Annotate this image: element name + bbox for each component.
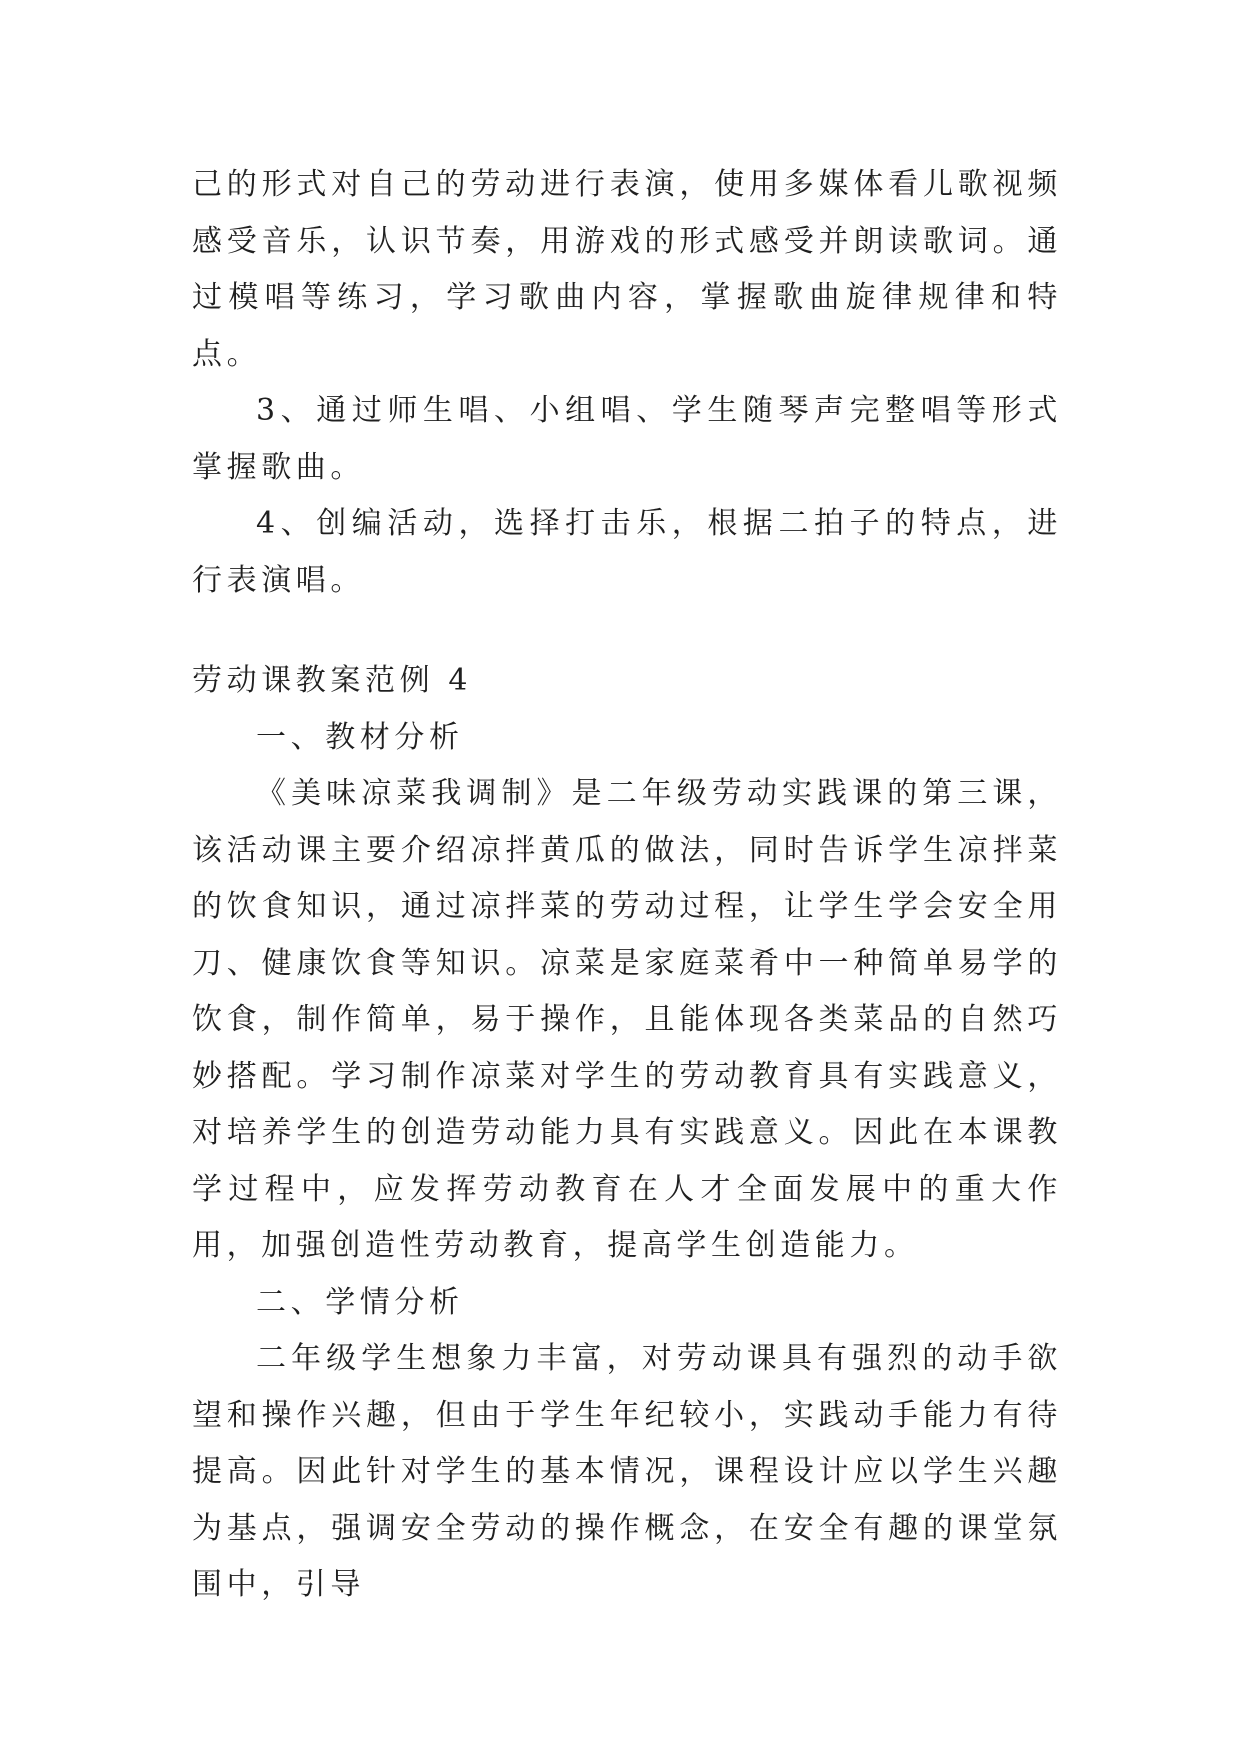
section-title: 劳动课教案范例 4 [192, 663, 473, 698]
section-gap [192, 609, 1062, 653]
paragraph-step-3: 3、通过师生唱、小组唱、学生随琴声完整唱等形式掌握歌曲。 [192, 393, 1062, 485]
paragraph-continuation: 己的形式对自己的劳动进行表演，使用多媒体看儿歌视频感受音乐，认识节奏，用游戏的形式感受并朗读歌词。通过模唱等练习，学习歌曲内容，掌握歌曲旋律规律和特点。 [192, 167, 1062, 372]
paragraph-step-4: 4、创编活动，选择打击乐，根据二拍子的特点，进行表演唱。 [192, 506, 1062, 598]
heading-textbook-analysis: 一、教材分析 [256, 719, 464, 755]
heading-student-analysis: 二、学情分析 [256, 1284, 464, 1320]
paragraph-student-analysis: 二年级学生想象力丰富，对劳动课具有强烈的动手欲望和操作兴趣，但由于学生年纪较小，实践动手能力有待提高。因此针对学生的基本情况，课程设计应以学生兴趣为基点，强调安全劳动的操作概念，在安全有趣的课堂氛围中，引导 [192, 1341, 1062, 1602]
document-body [192, 157, 1062, 1614]
paragraph-textbook-analysis: 《美味凉菜我调制》是二年级劳动实践课的第三课，该活动课主要介绍凉拌黄瓜的做法，同时告诉学生凉拌菜的饮食知识，通过凉拌菜的劳动过程，让学生学会安全用刀、健康饮食等知识。凉菜是家庭菜肴中一种简单易学的饮食，制作简单，易于操作，且能体现各类菜品的自然巧妙搭配。学习制作凉菜对学生的劳动教育具有实践意义，对培养学生的创造劳动能力具有实践意义。因此在本课教学过程中，应发挥劳动教育在人才全面发展中的重大作用，加强创造性劳动教育，提高学生创造能力。 [192, 776, 1062, 1263]
